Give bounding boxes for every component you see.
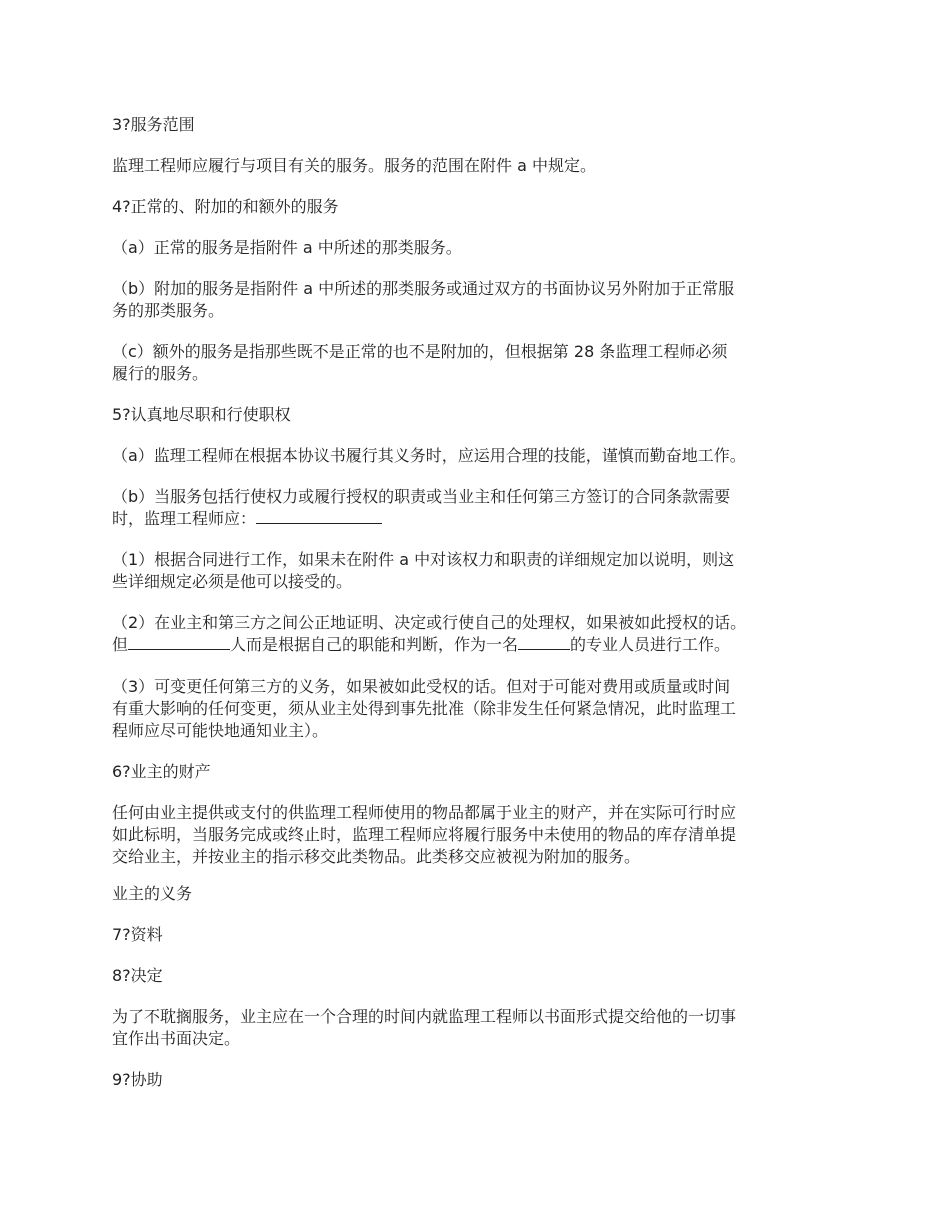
- section-heading-7: 7?资料: [112, 925, 163, 944]
- paragraph: （3）可变更任何第三方的义务，如果被如此受权的话。但对于可能对费用或质量或时间 有重大影响的任何变更，须从业主处得到事先批准（除非发生任何紧急情况，此时监理工 程师应尽可能快地通知业主）。: [112, 677, 737, 740]
- paragraph: （c）额外的服务是指那些既不是正常的也不是附加的，但根据第 28 条监理工程师必须 履行的服务。: [112, 342, 728, 383]
- paragraph: （b）附加的服务是指附件 a 中所述的那类服务或通过双方的书面协议另外附加于正常服 务的那类服务。: [112, 279, 735, 320]
- paragraph: （b）当服务包括行使权力或履行授权的职责或当业主和任何第三方签订的合同条款需要 时，监理工程师应：: [112, 487, 731, 528]
- paragraph: （2）在业主和第三方之间公正地证明、决定或行使自己的处理权，如果被如此授权的话。 但 人而是根据自己的职能和判断，作为一名 的专业人员进行工作。: [112, 613, 747, 654]
- fill-blank: [128, 635, 230, 650]
- part-heading: 业主的义务: [112, 884, 193, 903]
- paragraph: （a）正常的服务是指附件 a 中所述的那类服务。: [112, 238, 462, 257]
- paragraph: 任何由业主提供或支付的供监理工程师使用的物品都属于业主的财产，并在实际可行时应 如此标明，当服务完成或终止时，监理工程师应将履行服务中未使用的物品的库存清单提 交给业主，并按业主的指示移交此类物品。此类移交应被视为附加的服务。: [112, 803, 737, 866]
- section-heading-5: 5?认真地尽职和行使职权: [112, 405, 291, 424]
- section-heading-8: 8?决定: [112, 966, 163, 985]
- fill-blank: [256, 509, 382, 524]
- section-heading-3: 3?服务范围: [112, 115, 195, 134]
- section-heading-9: 9?协助: [112, 1070, 163, 1089]
- fill-blank: [518, 635, 570, 650]
- section-heading-6: 6?业主的财产: [112, 762, 211, 781]
- paragraph: 监理工程师应履行与项目有关的服务。服务的范围在附件 a 中规定。: [112, 156, 596, 175]
- paragraph: （a）监理工程师在根据本协议书履行其义务时，应运用合理的技能，谨慎而勤奋地工作。: [112, 446, 746, 465]
- paragraph: 为了不耽搁服务，业主应在一个合理的时间内就监理工程师以书面形式提交给他的一切事 宜作出书面决定。: [112, 1007, 737, 1048]
- paragraph: （1）根据合同进行工作，如果未在附件 a 中对该权力和职责的详细规定加以说明，则这 些详细规定必须是他可以接受的。: [112, 550, 735, 591]
- section-heading-4: 4?正常的、附加的和额外的服务: [112, 197, 339, 216]
